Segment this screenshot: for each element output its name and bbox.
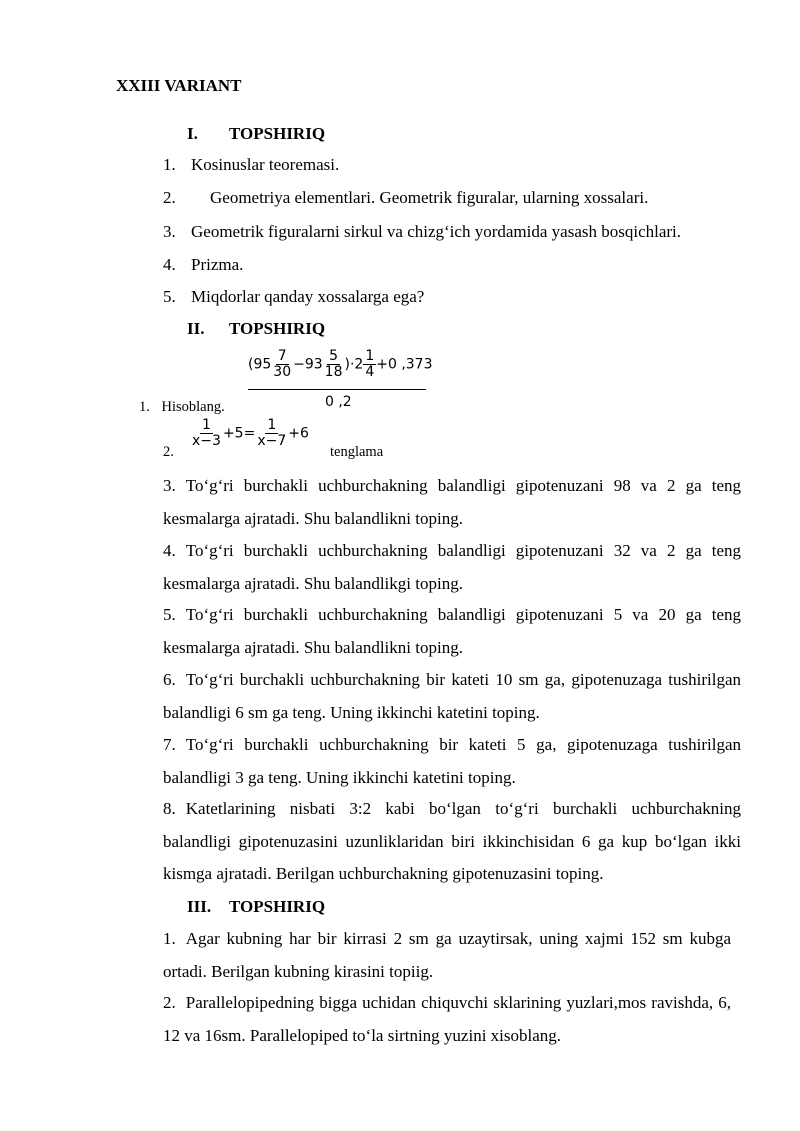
equation-lhs-tail: +5= [222, 425, 256, 442]
fraction-5-18: $\frac{5}{18}$ [324, 348, 343, 380]
task-1-label [139, 399, 225, 416]
task-2-label: tenglama [330, 444, 384, 460]
fraction-1-4: $\frac{1}{4}$ [365, 348, 375, 380]
list-item [163, 188, 649, 208]
paragraph-text: Parallelopipedning bigga uchidan chiquvchi sklarining yuzlari,mos ravishda, 6, 12 va 16sm. Parallelopiped to‘la sirtning yuzini xisoblang. [163, 993, 731, 1045]
expr-open: (95 [248, 356, 272, 373]
list-item-number: 1. [163, 155, 176, 174]
section-3-number: III. [187, 897, 212, 916]
section-1-heading [187, 124, 325, 144]
paragraph-text: Agar kubning har bir kirrasi 2 sm ga uzaytirsak, uning xajmi 152 sm kubga ortadi. Berilgan kubning kirasini topiig. [163, 929, 731, 981]
section-1-number: I. [187, 124, 198, 143]
task-paragraph [163, 987, 731, 1052]
list-item [163, 255, 244, 275]
expr-close: )·2 [344, 356, 364, 373]
task-paragraph [163, 923, 731, 988]
list-item-text: Geometriya elementlari. Geometrik figuralar, ularning xossalari. [210, 188, 649, 207]
task-1-text: Hisoblang. [161, 399, 225, 415]
expr-mid: −93 [293, 356, 323, 373]
paragraph-number: 5. [163, 605, 176, 624]
task-paragraph [163, 599, 741, 664]
task-1-number: 1. [139, 399, 150, 415]
list-item-number: 5. [163, 287, 176, 306]
paragraph-text: To‘g‘ri burchakli uchburchakning balandligi gipotenuzani 32 va 2 ga teng kesmalarga ajratadi. Shu balandlikgi toping. [163, 541, 741, 593]
list-item-text: Kosinuslar teoremasi. [191, 155, 340, 174]
task-paragraph [163, 793, 741, 891]
task-paragraph [163, 729, 741, 794]
equation [190, 418, 309, 449]
paragraph-number: 8. [163, 799, 176, 818]
fraction-numerator-expression [248, 349, 433, 380]
list-item-text: Miqdorlar qanday xossalarga ega? [191, 287, 425, 306]
variant-title: XXIII VARIANT [116, 76, 242, 95]
section-1-title: TOPSHIRIQ [229, 124, 326, 143]
paragraph-number: 6. [163, 670, 176, 689]
paragraph-number: 7. [163, 735, 176, 754]
paragraph-number: 3. [163, 476, 176, 495]
fraction-denominator: 0 ,2 [325, 394, 352, 410]
paragraph-number: 4. [163, 541, 176, 560]
task-paragraph [163, 470, 741, 535]
paragraph-number: 2. [163, 993, 176, 1012]
list-item [163, 222, 682, 242]
section-2-number: II. [187, 319, 205, 338]
fraction-lhs: $\frac{1}{x-3}$ [192, 417, 221, 449]
list-item-text: Prizma. [191, 255, 244, 274]
main-fraction-bar [248, 389, 426, 390]
task-paragraph [163, 664, 741, 729]
list-item-number: 2. [163, 188, 176, 207]
paragraph-text: To‘g‘ri burchakli uchburchakning balandligi gipotenuzani 5 va 20 ga teng kesmalarga ajratadi. Shu balandlikni toping. [163, 605, 741, 657]
fraction-rhs: $\frac{1}{x-7}$ [257, 417, 287, 449]
section-2-title: TOPSHIRIQ [229, 319, 326, 338]
section-2-heading [187, 319, 325, 339]
list-item-number: 4. [163, 255, 176, 274]
task-paragraph [163, 535, 741, 600]
task-2-number: 2. [163, 444, 174, 460]
list-item-number: 3. [163, 222, 176, 241]
paragraph-text: To‘g‘ri burchakli uchburchakning bir kateti 5 ga, gipotenuzaga tushirilgan balandligi 3 ga teng. Uning ikkinchi katetini toping. [163, 735, 741, 787]
list-item-text: Geometrik figuralarni sirkul va chizg‘ich yordamida yasash bosqichlari. [191, 222, 682, 241]
paragraph-text: Katetlarining nisbati 3:2 kabi bo‘lgan to‘g‘ri burchakli uchburchakning balandligi gipotenuzasini uzunliklaridan biri ikkinchisidan 6 ga kup bo‘lgan ikki kismga ajratadi. Berilgan uchburchakning gipotenuzasini toping. [163, 799, 741, 883]
fraction-7-30: $\frac{7}{30}$ [273, 348, 292, 380]
equation-rhs-tail: +6 [288, 425, 309, 442]
list-item [163, 287, 425, 307]
list-item [163, 155, 340, 175]
section-3-title: TOPSHIRIQ [229, 897, 326, 916]
paragraph-text: To‘g‘ri burchakli uchburchakning balandligi gipotenuzani 98 va 2 ga teng kesmalarga ajratadi. Shu balandlikni toping. [163, 476, 741, 528]
expr-tail: +0 ,373 [376, 356, 433, 373]
section-3-heading [187, 897, 325, 917]
paragraph-number: 1. [163, 929, 176, 948]
paragraph-text: To‘g‘ri burchakli uchburchakning bir kateti 10 sm ga, gipotenuzaga tushirilgan balandligi 6 sm ga teng. Uning ikkinchi katetini toping. [163, 670, 741, 722]
